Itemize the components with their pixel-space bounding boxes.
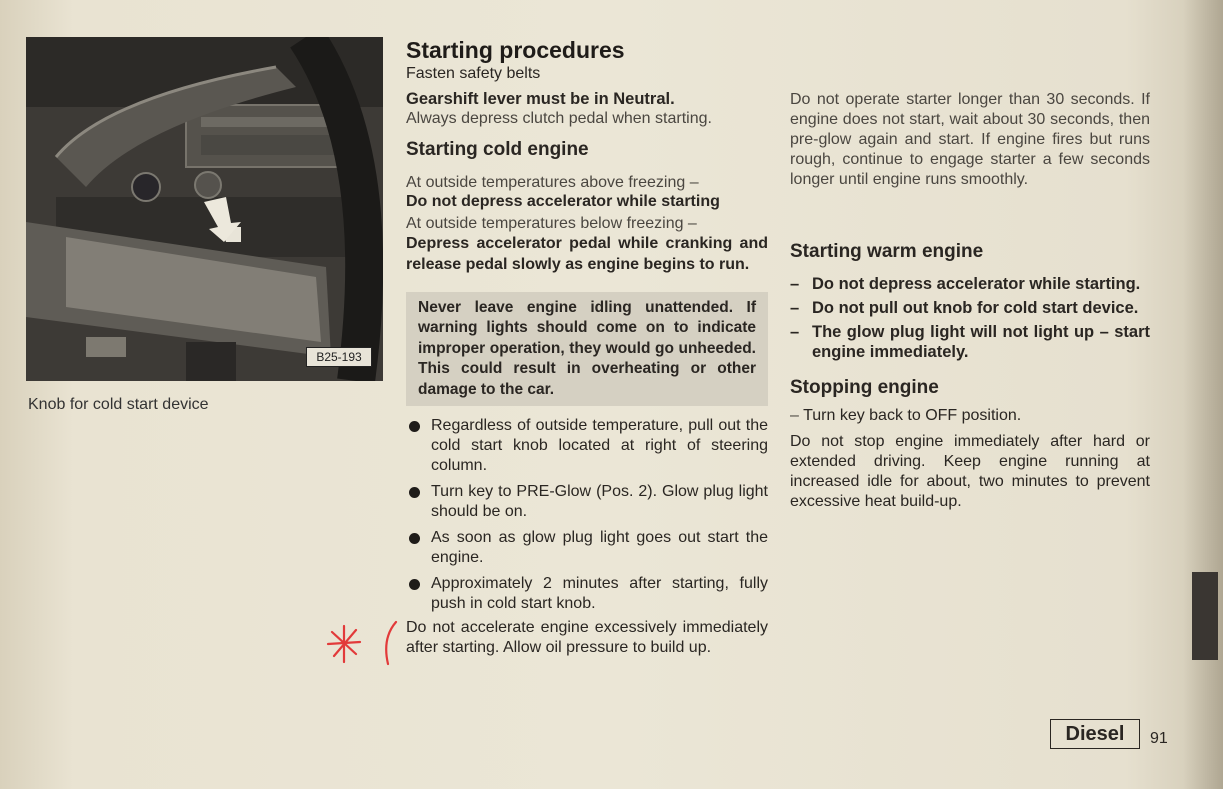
safety-belts-text: Fasten safety belts xyxy=(406,65,541,82)
bullet-icon xyxy=(409,533,420,544)
starter-duration-text: Do not operate starter longer than 30 seconds. If engine does not start, wait about 30 seconds, then pre-glow again and start. If engine fires but runs rough, continue to engage starter a few seconds longer until engine runs smoothly. xyxy=(790,91,1150,188)
warm-engine-heading: Starting warm engine xyxy=(790,241,984,262)
list-item: Turn key to PRE-Glow (Pos. 2). Glow plug light should be on. xyxy=(406,482,768,522)
list-item: – Do not depress accelerator while starting. xyxy=(790,275,1141,293)
dashboard-photo xyxy=(26,37,383,381)
oil-pressure-text: Do not accelerate engine excessively immediately after starting. Allow oil pressure to build up. xyxy=(406,619,768,657)
warning-box: Never leave engine idling unattended. If warning lights should come on to indicate improper operation, they would go unheeded. This could result in overheating or other damage to the car. xyxy=(406,292,768,406)
list-item: Approximately 2 minutes after starting, fully push in cold start knob. xyxy=(406,574,768,614)
handwritten-asterisk-mark xyxy=(322,618,402,668)
stop-step: – Turn key back to OFF position. xyxy=(790,407,1022,424)
bullet-icon xyxy=(409,579,420,590)
figure-caption: Knob for cold start device xyxy=(28,396,209,413)
stopping-engine-heading: Stopping engine xyxy=(790,377,939,398)
section-title: Starting procedures xyxy=(406,37,625,63)
cold-start-steps xyxy=(406,416,768,614)
list-item: – Do not pull out knob for cold start device. xyxy=(790,299,1139,317)
steering-column-illustration xyxy=(26,37,383,381)
section-label-diesel: Diesel xyxy=(1050,719,1140,749)
list-item: – The glow plug light will not light up – start engine immediately. xyxy=(790,323,1150,361)
list-item: Regardless of outside temperature, pull out the cold start knob located at right of steering column. xyxy=(406,416,768,476)
cold-engine-heading: Starting cold engine xyxy=(406,139,589,160)
text-column-left xyxy=(406,36,768,658)
stop-advice-text: Do not stop engine immediately after hard or extended driving. Keep engine running at increased idle for about, two minutes to prevent excessive heat build-up. xyxy=(790,433,1150,510)
below-freezing-text: At outside temperatures below freezing – xyxy=(406,215,697,232)
above-freezing-instruction: Do not depress accelerator while starting xyxy=(406,193,720,210)
warm-engine-steps xyxy=(790,274,1150,362)
below-freezing-instruction: Depress accelerator pedal while cranking and release pedal slowly as engine begins to run. xyxy=(406,235,768,273)
text-column-right xyxy=(790,90,1150,512)
clutch-text: Always depress clutch pedal when starting. xyxy=(406,110,712,127)
list-item: As soon as glow plug light goes out start the engine. xyxy=(406,528,768,568)
figure-code: B25-193 xyxy=(306,347,372,367)
page-number: 91 xyxy=(1150,730,1168,747)
neutral-text: Gearshift lever must be in Neutral. xyxy=(406,90,675,108)
above-freezing-text: At outside temperatures above freezing – xyxy=(406,174,699,191)
page-edge-shadow xyxy=(1183,0,1223,789)
section-tab-marker xyxy=(1192,572,1218,660)
bullet-icon xyxy=(409,421,420,432)
bullet-icon xyxy=(409,487,420,498)
